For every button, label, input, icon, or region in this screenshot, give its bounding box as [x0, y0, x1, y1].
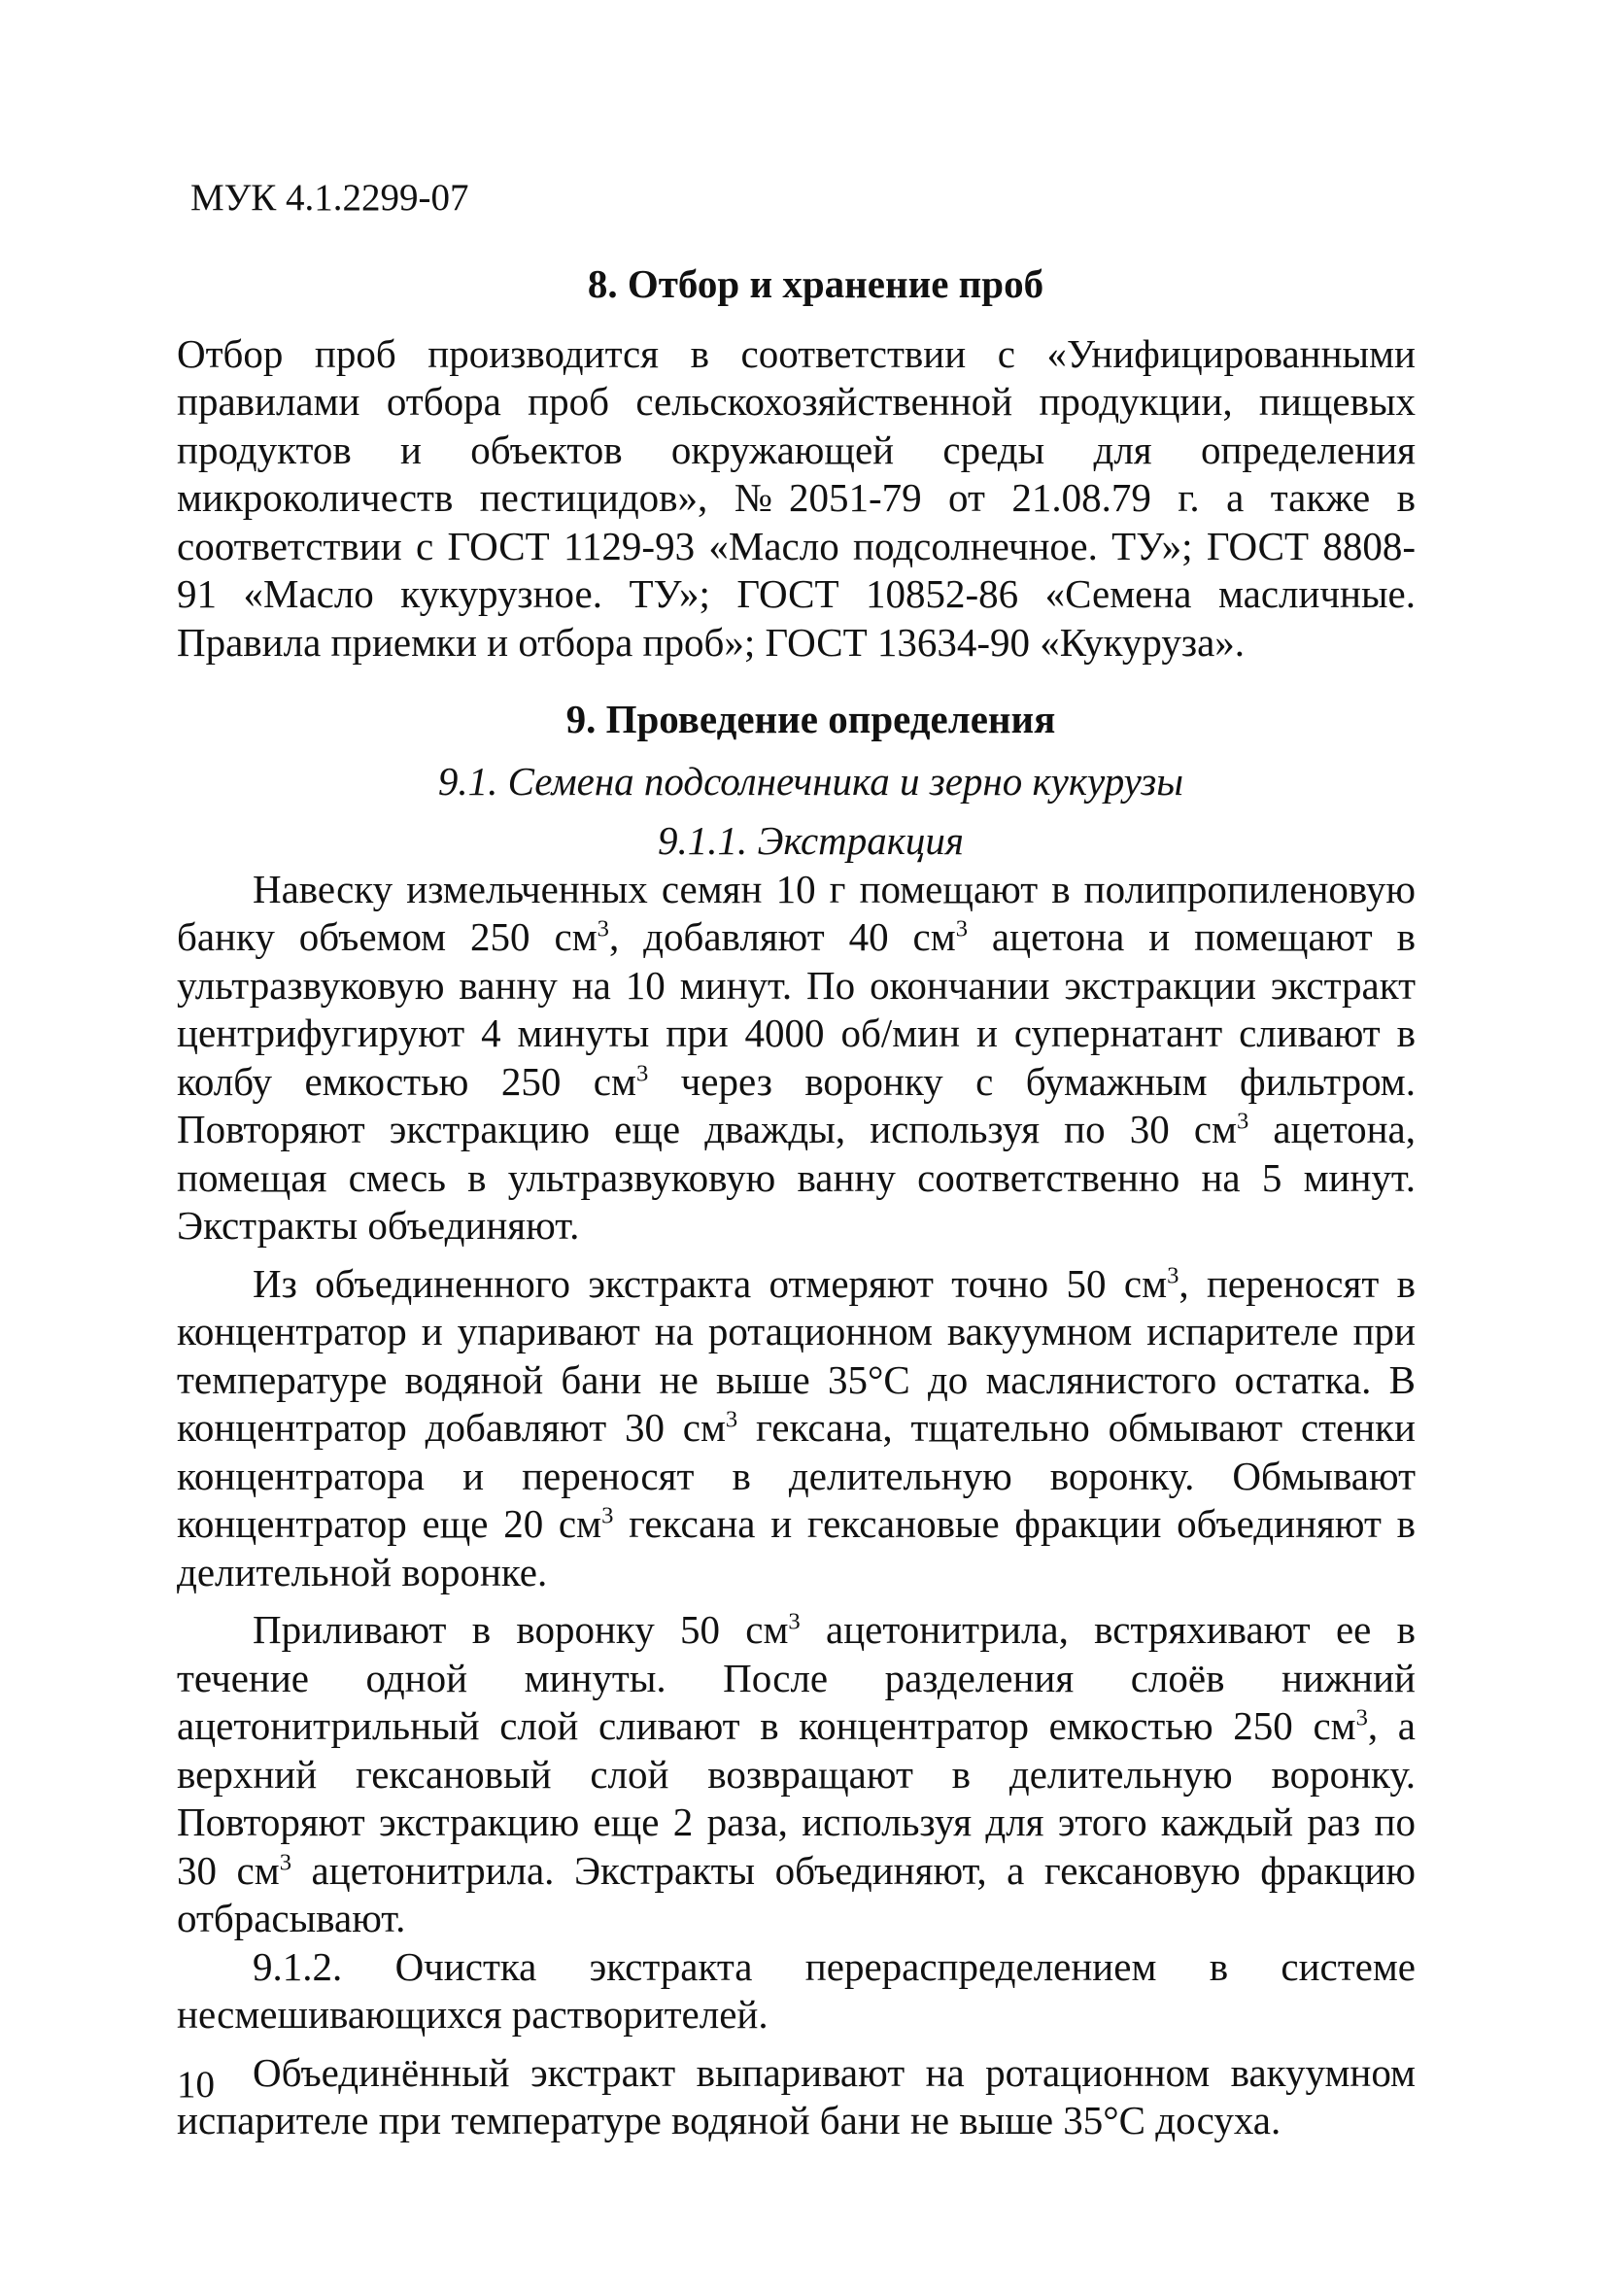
superscript: 3 — [601, 1502, 614, 1529]
superscript: 3 — [635, 1059, 649, 1086]
text-run: ацетонитрила. Экстракты объединяют, а гексановую фракцию отбрасывают. — [177, 1847, 1416, 1940]
cleanup-heading-paragraph: 9.1.2. Очистка экстракта перераспределением в системе несмешивающихся растворителей. — [177, 1943, 1416, 2037]
superscript: 3 — [788, 1608, 801, 1635]
section-9-1-1-heading: 9.1.1. Экстракция — [657, 818, 964, 863]
text-run: через воронку с бумажным фильтром. Повторяют экстракцию еще дважды, используя по 30 см — [177, 1058, 1416, 1151]
section-9-heading: 9. Проведение определения — [565, 697, 1056, 741]
text-run: ацетона, помещая смесь в ультразвуковую ванну соответственно на 5 минут. Экстракты объединяют. — [177, 1107, 1416, 1248]
extraction-paragraph-3 — [177, 1606, 1416, 1943]
text-run: гексана и гексановые фракции объединяют в делительной воронке. — [177, 1501, 1416, 1594]
text-run: Приливают в воронку 50 см — [253, 1607, 789, 1652]
text-run: гексана, тщательно обмывают стенки концентратора и переносят в делительную воронку. Обмывают концентратор еще 20 см — [177, 1405, 1416, 1546]
text-run: , добавляют 40 см — [608, 914, 956, 959]
superscript: 3 — [955, 915, 968, 942]
text-run: , а верхний гексановый слой возвращают в делительную воронку. Повторяют экстракцию еще 2 раза, используя для этого каждый раз по 30 см — [177, 1703, 1416, 1893]
page-content — [177, 260, 1416, 2145]
section-9-1-heading: 9.1. Семена подсолнечника и зерно кукурузы — [437, 758, 1184, 804]
evaporation-paragraph: Объединённый экстракт выпаривают на ротационном вакуумном испарителе при температуре водяной бани не выше 35°С досуха. — [177, 2049, 1416, 2142]
text-run: , переносят в концентратор и упаривают на ротационном вакуумном испарителе при температуре водяной бани не выше 35°С до маслянистого остатка. В концентратор добавляют 30 см — [177, 1260, 1416, 1450]
text-run: ацетонитрила, встряхивают ее в течение одной минуты. После разделения слоёв нижний ацетонитрильный слой сливают в концентратор емкостью 250 см — [177, 1607, 1416, 1748]
extraction-paragraph-2 — [177, 1260, 1416, 1597]
superscript: 3 — [725, 1406, 738, 1433]
document-code: МУК 4.1.2299-07 — [190, 177, 469, 219]
superscript: 3 — [1167, 1261, 1179, 1288]
text-run: Из объединенного экстракта отмеряют точно 50 см — [253, 1260, 1168, 1306]
superscript: 3 — [1236, 1108, 1249, 1135]
section-8-heading: 8. Отбор и хранение проб — [587, 261, 1044, 306]
page-number: 10 — [177, 2064, 215, 2106]
superscript: 3 — [1355, 1704, 1368, 1731]
extraction-paragraph-1 — [177, 866, 1416, 1251]
text-run: Навеску измельченных семян 10 г помещают в полипропиленовую банку объемом 250 см — [177, 866, 1416, 959]
text-run: ацетона и помещают в ультразвуковую ванну на 10 минут. По окончании экстракции экстракт центрифугируют 4 минуты при 4000 об/мин и супернатант сливают в колбу емкостью 250 см — [177, 914, 1416, 1104]
superscript: 3 — [279, 1848, 291, 1875]
superscript: 3 — [597, 915, 609, 942]
section-8-paragraph: Отбор проб производится в соответствии с «Унифицированными правилами отбора проб сельскохозяйственной продукции, пищевых продуктов и объектов окружающей среды для определения микроколичеств пестицидов», №2051-79 от 21.08.79 г. а также в соответствии с ГОСТ 1129-93 «Масло подсолнечное. ТУ»; ГОСТ 8808-91 «Масло кукурузное. ТУ»; ГОСТ 10852-86 «Семена масличные. Правила приемки и отбора проб»; ГОСТ 13634-90 «Кукуруза». — [177, 330, 1416, 665]
